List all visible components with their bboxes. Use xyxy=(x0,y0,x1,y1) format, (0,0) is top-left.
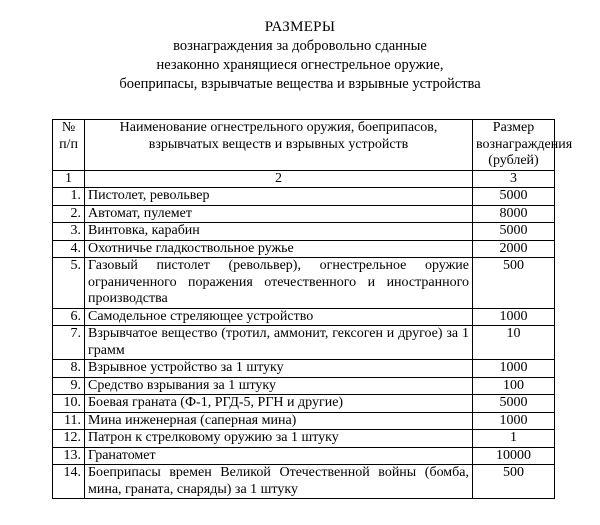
row-number: 14. xyxy=(53,465,85,499)
row-award-amount: 1 xyxy=(473,430,555,448)
row-number: 9. xyxy=(53,377,85,395)
table-row xyxy=(53,258,555,309)
table-row xyxy=(53,465,555,499)
row-item-name: Взрывное устройство за 1 штуку xyxy=(85,360,473,378)
table-row xyxy=(53,430,555,448)
table-row xyxy=(53,308,555,326)
row-award-amount: 10 xyxy=(473,326,555,360)
row-award-amount: 8000 xyxy=(473,205,555,223)
row-item-name: Мина инженерная (саперная мина) xyxy=(85,412,473,430)
table-row xyxy=(53,188,555,206)
header-amount-line-3: (рублей) xyxy=(488,153,539,168)
row-item-name: Автомат, пулемет xyxy=(85,205,473,223)
header-name xyxy=(85,120,473,171)
document-title: РАЗМЕРЫ xyxy=(264,19,336,35)
header-number xyxy=(53,120,85,171)
table-row xyxy=(53,412,555,430)
column-index-row xyxy=(53,170,555,188)
row-award-amount: 100 xyxy=(473,377,555,395)
header-number-line-1: № xyxy=(61,120,76,135)
row-item-name: Газовый пистолет (револьвер), огнестрельное оружие ограниченного поражения отечественного и иностранного производства xyxy=(85,258,473,309)
row-number: 5. xyxy=(53,258,85,309)
awards-table xyxy=(52,119,573,499)
row-number: 1. xyxy=(53,188,85,206)
row-item-name: Охотничье гладкоствольное ружье xyxy=(85,240,473,258)
row-item-name: Самодельное стреляющее устройство xyxy=(85,308,473,326)
table-row xyxy=(53,447,555,465)
row-award-amount: 5000 xyxy=(473,188,555,206)
table-row xyxy=(53,223,555,241)
row-number: 2. xyxy=(53,205,85,223)
row-number: 7. xyxy=(53,326,85,360)
row-number: 4. xyxy=(53,240,85,258)
subtitle-line-2: незаконно хранящиеся огнестрельное оружие, xyxy=(156,57,444,73)
table-row xyxy=(53,326,555,360)
row-number: 11. xyxy=(53,412,85,430)
header-amount-line-2: вознаграждения xyxy=(476,136,573,152)
row-award-amount: 500 xyxy=(473,465,555,499)
row-award-amount: 1000 xyxy=(473,308,555,326)
document-heading xyxy=(0,18,600,94)
row-award-amount: 5000 xyxy=(473,223,555,241)
table-row xyxy=(53,240,555,258)
row-award-amount: 5000 xyxy=(473,395,555,413)
row-number: 3. xyxy=(53,223,85,241)
row-item-name: Взрывчатое вещество (тротил, аммонит, гексоген и другое) за 1 грамм xyxy=(85,326,473,360)
table-row xyxy=(53,395,555,413)
table-body xyxy=(53,188,555,499)
column-index-1: 1 xyxy=(53,170,85,188)
row-award-amount: 1000 xyxy=(473,360,555,378)
row-award-amount: 1000 xyxy=(473,412,555,430)
table-row xyxy=(53,360,555,378)
row-number: 13. xyxy=(53,447,85,465)
row-number: 10. xyxy=(53,395,85,413)
subtitle-line-1: вознаграждения за добровольно сданные xyxy=(173,38,427,54)
header-name-line-2: взрывчатых веществ и взрывных устройств xyxy=(148,136,409,152)
row-item-name: Пистолет, револьвер xyxy=(85,188,473,206)
header-amount-line-1: Размер xyxy=(492,120,535,135)
header-row xyxy=(53,120,555,171)
row-award-amount: 2000 xyxy=(473,240,555,258)
column-index-3: 3 xyxy=(473,170,555,188)
row-item-name: Гранатомет xyxy=(85,447,473,465)
row-item-name: Боевая граната (Ф-1, РГД-5, РГН и другие) xyxy=(85,395,473,413)
row-item-name: Боеприпасы времен Великой Отечественной войны (бомба, мина, граната, снаряды) за 1 штуку xyxy=(85,465,473,499)
header-name-line-1: Наименование огнестрельного оружия, боеприпасов, xyxy=(119,120,438,135)
row-number: 6. xyxy=(53,308,85,326)
row-item-name: Средство взрывания за 1 штуку xyxy=(85,377,473,395)
table-row xyxy=(53,205,555,223)
row-item-name: Винтовка, карабин xyxy=(85,223,473,241)
subtitle-line-3: боеприпасы, взрывчатые вещества и взрывные устройства xyxy=(119,76,481,92)
row-award-amount: 10000 xyxy=(473,447,555,465)
row-item-name: Патрон к стрелковому оружию за 1 штуку xyxy=(85,430,473,448)
row-number: 12. xyxy=(53,430,85,448)
table-row xyxy=(53,377,555,395)
row-number: 8. xyxy=(53,360,85,378)
row-award-amount: 500 xyxy=(473,258,555,309)
header-number-line-2: п/п xyxy=(59,136,78,152)
column-index-2: 2 xyxy=(85,170,473,188)
header-amount xyxy=(473,120,573,171)
